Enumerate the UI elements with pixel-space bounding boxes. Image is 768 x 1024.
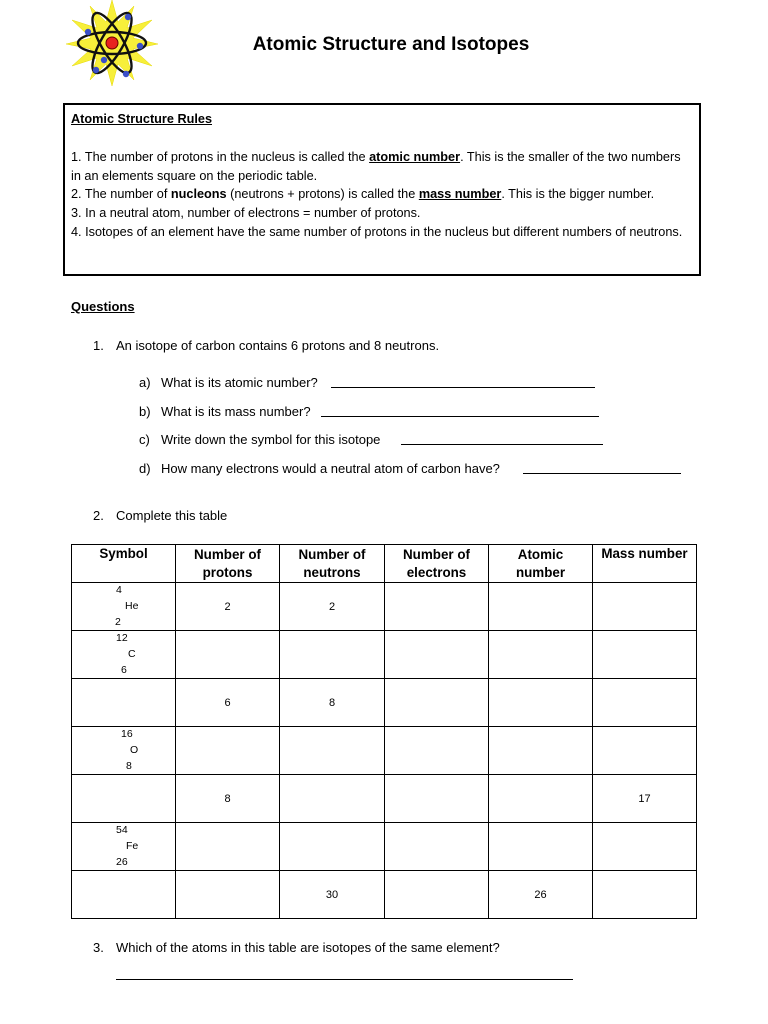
table-row — [72, 727, 697, 775]
neutrons-cell[interactable]: 30 — [280, 871, 385, 919]
question-2-text: Complete this table — [116, 508, 228, 523]
protons-cell[interactable]: 2 — [176, 583, 280, 631]
question-1a — [139, 375, 318, 390]
mass-number-cell[interactable] — [593, 871, 697, 919]
header-protons-line2: protons — [202, 564, 253, 580]
header-electrons — [385, 545, 489, 583]
rule-4: 4. Isotopes of an element have the same number of protons in the nucleus but different numbers of neutrons. — [71, 224, 683, 239]
neutrons-cell[interactable] — [280, 631, 385, 679]
question-3 — [93, 940, 500, 955]
table-row — [72, 871, 697, 919]
header-mass-label: Mass number — [601, 546, 688, 561]
header-neutrons-line1: Number of — [298, 546, 366, 562]
question-1b-number: b) — [139, 404, 151, 419]
atomic-number-cell[interactable] — [489, 823, 593, 871]
electrons-cell[interactable] — [385, 631, 489, 679]
symbol-cell — [72, 823, 176, 871]
atomic-number-cell[interactable] — [489, 679, 593, 727]
rule-2-term-mass: mass number — [418, 187, 502, 202]
question-2 — [93, 508, 228, 523]
header-atomic-line1: Atomic — [517, 546, 564, 562]
protons-cell[interactable] — [176, 823, 280, 871]
symbol-atomic-sub: 6 — [121, 664, 127, 676]
question-1d-text: How many electrons would a neutral atom of carbon have? — [161, 461, 500, 476]
symbol-cell — [72, 583, 176, 631]
symbol-element: He — [125, 600, 139, 612]
isotope-table — [71, 544, 697, 919]
header-electrons-line2: electrons — [406, 564, 467, 580]
protons-cell[interactable] — [176, 727, 280, 775]
symbol-cell — [72, 727, 176, 775]
electrons-cell[interactable] — [385, 727, 489, 775]
question-1c-text: Write down the symbol for this isotope — [161, 432, 381, 447]
rule-2 — [71, 185, 693, 204]
symbol-atomic-sub: 26 — [116, 856, 128, 868]
question-1-number: 1. — [93, 338, 104, 353]
symbol-element: O — [130, 744, 139, 756]
question-1a-text: What is its atomic number? — [161, 375, 318, 390]
header-neutrons — [280, 545, 385, 583]
electrons-cell[interactable] — [385, 823, 489, 871]
table-row — [72, 679, 697, 727]
symbol-cell[interactable] — [72, 679, 176, 727]
question-1d-answer-line[interactable] — [523, 461, 681, 474]
symbol-mass-sup: 4 — [116, 584, 122, 596]
question-3-text: Which of the atoms in this table are isotopes of the same element? — [116, 940, 500, 955]
table-header-row — [72, 545, 697, 583]
header-atomic-line2: number — [515, 564, 566, 580]
electrons-cell[interactable] — [385, 583, 489, 631]
symbol-mass-sup: 16 — [121, 728, 133, 740]
question-1-text: An isotope of carbon contains 6 protons and 8 neutrons. — [116, 338, 440, 353]
atomic-number-cell[interactable] — [489, 631, 593, 679]
table-row — [72, 583, 697, 631]
mass-number-cell[interactable] — [593, 631, 697, 679]
question-3-number: 3. — [93, 940, 104, 955]
mass-number-cell[interactable] — [593, 583, 697, 631]
rules-heading: Atomic Structure Rules — [71, 112, 212, 126]
mass-number-cell[interactable]: 17 — [593, 775, 697, 823]
rules-box — [63, 103, 701, 276]
header-atomic-number — [489, 545, 593, 583]
symbol-element: C — [128, 648, 136, 660]
neutrons-cell[interactable]: 2 — [280, 583, 385, 631]
question-1a-answer-line[interactable] — [331, 375, 595, 388]
question-1a-number: a) — [139, 375, 151, 390]
mass-number-cell[interactable] — [593, 727, 697, 775]
question-1b — [139, 404, 311, 419]
questions-heading: Questions — [71, 299, 135, 314]
rule-1-term: atomic number — [369, 149, 461, 164]
question-1 — [93, 338, 440, 353]
symbol-atomic-sub: 2 — [115, 616, 121, 628]
header-protons — [176, 545, 280, 583]
atomic-number-cell[interactable]: 26 — [489, 871, 593, 919]
rule-2-text-c: . This is the bigger number. — [501, 187, 655, 202]
symbol-mass-sup: 54 — [116, 824, 128, 836]
mass-number-cell[interactable] — [593, 823, 697, 871]
question-1c — [139, 432, 381, 447]
table-row — [72, 631, 697, 679]
symbol-atomic-sub: 8 — [126, 760, 132, 772]
neutrons-cell[interactable]: 8 — [280, 679, 385, 727]
symbol-cell[interactable] — [72, 871, 176, 919]
header-protons-line1: Number of — [194, 546, 261, 562]
electrons-cell[interactable] — [385, 775, 489, 823]
question-1b-text: What is its mass number? — [161, 404, 311, 419]
table-row — [72, 823, 697, 871]
rule-3: 3. In a neutral atom, number of electrons = number of protons. — [71, 206, 421, 221]
rule-2-text-b: (neutrons + protons) is called the — [226, 187, 419, 202]
table-row — [72, 775, 697, 823]
atomic-number-cell[interactable] — [489, 727, 593, 775]
rule-1 — [71, 148, 693, 186]
protons-cell[interactable]: 8 — [176, 775, 280, 823]
neutrons-cell[interactable] — [280, 775, 385, 823]
header-mass-number — [593, 545, 697, 583]
rule-2-term-nucleons: nucleons — [170, 187, 227, 202]
rule-1-text-b: . This is the smaller of the two numbers in an elements square on the periodic table. — [71, 149, 681, 183]
symbol-mass-sup: 12 — [116, 632, 128, 644]
question-1c-answer-line[interactable] — [401, 432, 603, 445]
protons-cell[interactable] — [176, 871, 280, 919]
rule-1-text-a: 1. The number of protons in the nucleus is called the — [71, 149, 370, 164]
question-1d-number: d) — [139, 461, 151, 476]
electrons-cell[interactable] — [385, 871, 489, 919]
question-2-number: 2. — [93, 508, 104, 523]
symbol-element: Fe — [126, 840, 139, 852]
mass-number-cell[interactable] — [593, 679, 697, 727]
question-1c-number: c) — [139, 432, 150, 447]
protons-cell[interactable] — [176, 631, 280, 679]
header-symbol — [72, 545, 176, 583]
question-1b-answer-line[interactable] — [321, 404, 599, 417]
neutrons-cell[interactable] — [280, 823, 385, 871]
question-3-answer-line[interactable] — [116, 979, 573, 980]
atomic-number-cell[interactable] — [489, 583, 593, 631]
header-neutrons-line2: neutrons — [303, 564, 361, 580]
rule-2-text-a: 2. The number of — [71, 187, 171, 202]
symbol-cell — [72, 631, 176, 679]
symbol-cell[interactable] — [72, 775, 176, 823]
protons-cell[interactable]: 6 — [176, 679, 280, 727]
question-1d — [139, 461, 500, 476]
header-symbol-label: Symbol — [99, 546, 148, 561]
electrons-cell[interactable] — [385, 679, 489, 727]
header-electrons-line1: Number of — [403, 546, 470, 562]
neutrons-cell[interactable] — [280, 727, 385, 775]
page-title: Atomic Structure and Isotopes — [252, 34, 530, 55]
atomic-number-cell[interactable] — [489, 775, 593, 823]
